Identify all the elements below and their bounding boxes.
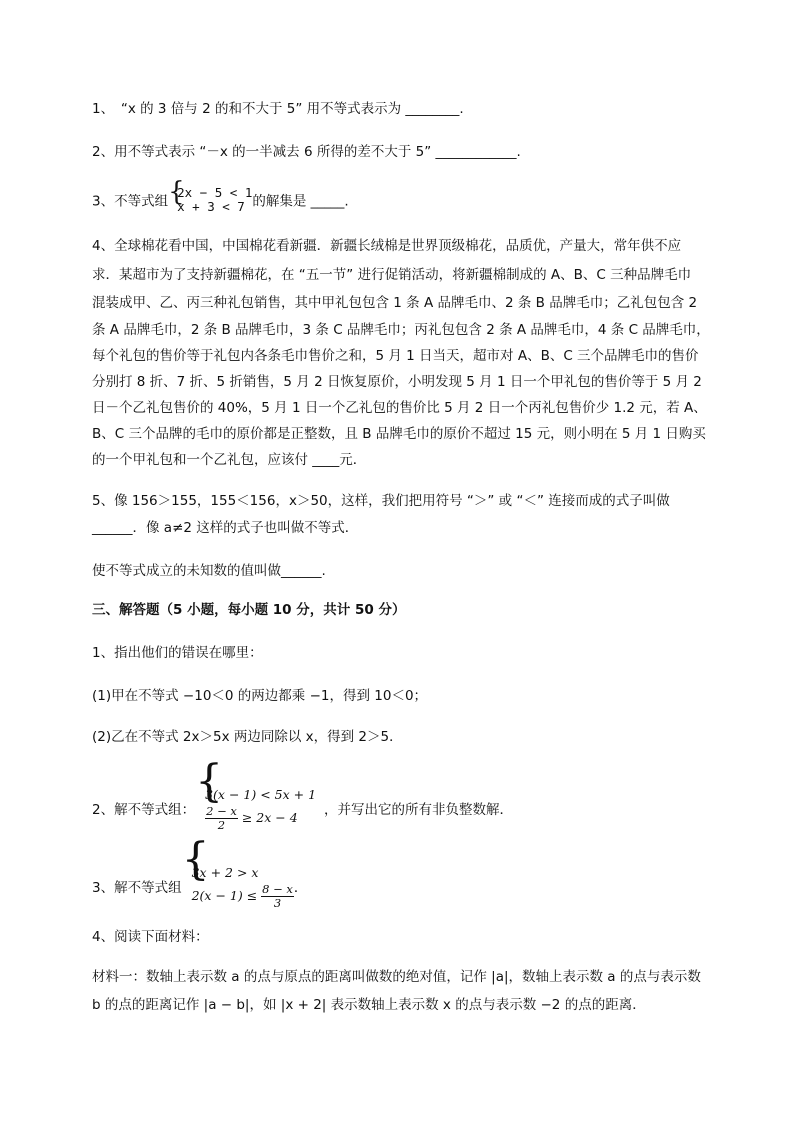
inequality-system-2	[195, 756, 317, 832]
solve-question-3	[92, 834, 308, 910]
solve-question-2-prefix: 2、解不等式组：	[92, 802, 196, 818]
solve-question-2-suffix: ，并写出它的所有非负整数解．	[324, 802, 514, 818]
question-5-line: 5、像 156＞155，155＜156，x＞50，这样，我们把用符号 “＞” 或 “＜” 连接而成的式子叫做	[92, 493, 670, 509]
fraction: $\frac{2 - x}{2}$	[206, 804, 237, 832]
fraction: $\frac{8 - x}{3}$	[262, 882, 293, 910]
solve-question-1-part-1: (1)甲在不等式 −10＜0 的两边都乘 −1，得到 10＜0；	[92, 688, 428, 704]
question-4-line: B、C 三个品牌的毛巾的原价都是正整数，且 B 品牌毛巾的原价不超过 15 元，则小明在 5 月 1 日购买	[92, 426, 706, 442]
question-2: 2、用不等式表示 “－x 的一半减去 6 所得的差不大于 5” ____________.	[92, 144, 521, 160]
question-6: 使不等式成立的未知数的值叫做______.	[92, 563, 326, 579]
system-3-row-1: 3x + 2 > x	[191, 865, 259, 880]
question-3-prefix: 3、不等式组	[92, 193, 169, 210]
solve-question-1-part-2: (2)乙在不等式 2x＞5x 两边同除以 x，得到 2＞5．	[92, 729, 403, 745]
material-1-line: 材料一：数轴上表示数 a 的点与原点的距离叫做数的绝对值，记作 |a|，数轴上表示数 a 的点与表示数	[92, 969, 701, 985]
left-brace-icon: {	[181, 834, 210, 885]
question-4-line: 的一个甲礼包和一个乙礼包，应该付 ____元．	[92, 452, 367, 468]
question-4-line: 混装成甲、乙、丙三种礼包销售，其中甲礼包包含 1 条 A 品牌毛巾、2 条 B 品牌毛巾；乙礼包包含 2	[92, 295, 698, 311]
system-1-row-2: x + 3 < 7	[177, 199, 245, 214]
question-1: 1、 “x 的 3 倍与 2 的和不大于 5” 用不等式表示为 ________.	[92, 101, 464, 117]
solve-question-4: 4、阅读下面材料：	[92, 929, 209, 945]
solve-question-3-suffix: ．	[293, 880, 308, 896]
system-1-row-1: 2x − 5 < 1	[177, 185, 253, 200]
question-4-line: 求．某超市为了支持新疆棉花，在 “五一节” 进行促销活动，将新疆棉制成的 A、B、C 三种品牌毛巾	[92, 267, 692, 283]
system-2-row-1: 3(x − 1) < 5x + 1	[205, 787, 317, 802]
inequality-system-3	[181, 834, 294, 910]
left-brace-icon: {	[195, 756, 224, 807]
question-5-line: ______．像 a≠2 这样的式子也叫做不等式．	[92, 520, 359, 536]
question-4-line: 分别打 8 折、7 折、5 折销售，5 月 2 日恢复原价，小明发现 5 月 1 日一个甲礼包的售价等于 5 月 2	[92, 374, 702, 390]
question-4-line: 日－个乙礼包售价的 40%，5 月 1 日一个乙礼包的售价比 5 月 2 日一个丙礼包售价少 1.2 元，若 A、	[92, 400, 707, 416]
inequality-system-1	[168, 177, 253, 217]
solve-question-1: 1、指出他们的错误在哪里：	[92, 645, 263, 661]
left-brace-icon: {	[168, 177, 185, 207]
system-2-row-2: $\frac{2 - x}{2}$ ≥ 2x − 4	[206, 804, 298, 832]
material-1-line: b 的点的距离记作 |a − b|，如 |x + 2| 表示数轴上表示数 x 的点与表示数 −2 的点的距离．	[92, 997, 646, 1013]
question-3-suffix: 的解集是 _____.	[252, 193, 349, 210]
question-4-line: 每个礼包的售价等于礼包内各条毛巾售价之和，5 月 1 日当天，超市对 A、B、C 三个品牌毛巾的售价	[92, 348, 699, 364]
system-3-row-2: 2(x − 1) ≤ $\frac{8 - x}{3}$	[191, 882, 293, 910]
question-3	[92, 177, 349, 217]
solve-question-3-prefix: 3、解不等式组	[92, 880, 182, 896]
solve-question-2	[92, 756, 514, 832]
section-3-heading: 三、解答题（5 小题，每小题 10 分，共计 50 分）	[92, 602, 406, 618]
question-4-line: 条 A 品牌毛巾，2 条 B 品牌毛巾，3 条 C 品牌毛巾；丙礼包包含 2 条 A 品牌毛巾，4 条 C 品牌毛巾，	[92, 322, 710, 338]
question-4-line: 4、全球棉花看中国，中国棉花看新疆．新疆长绒棉是世界顶级棉花，品质优，产量大，常年供不应	[92, 238, 682, 254]
